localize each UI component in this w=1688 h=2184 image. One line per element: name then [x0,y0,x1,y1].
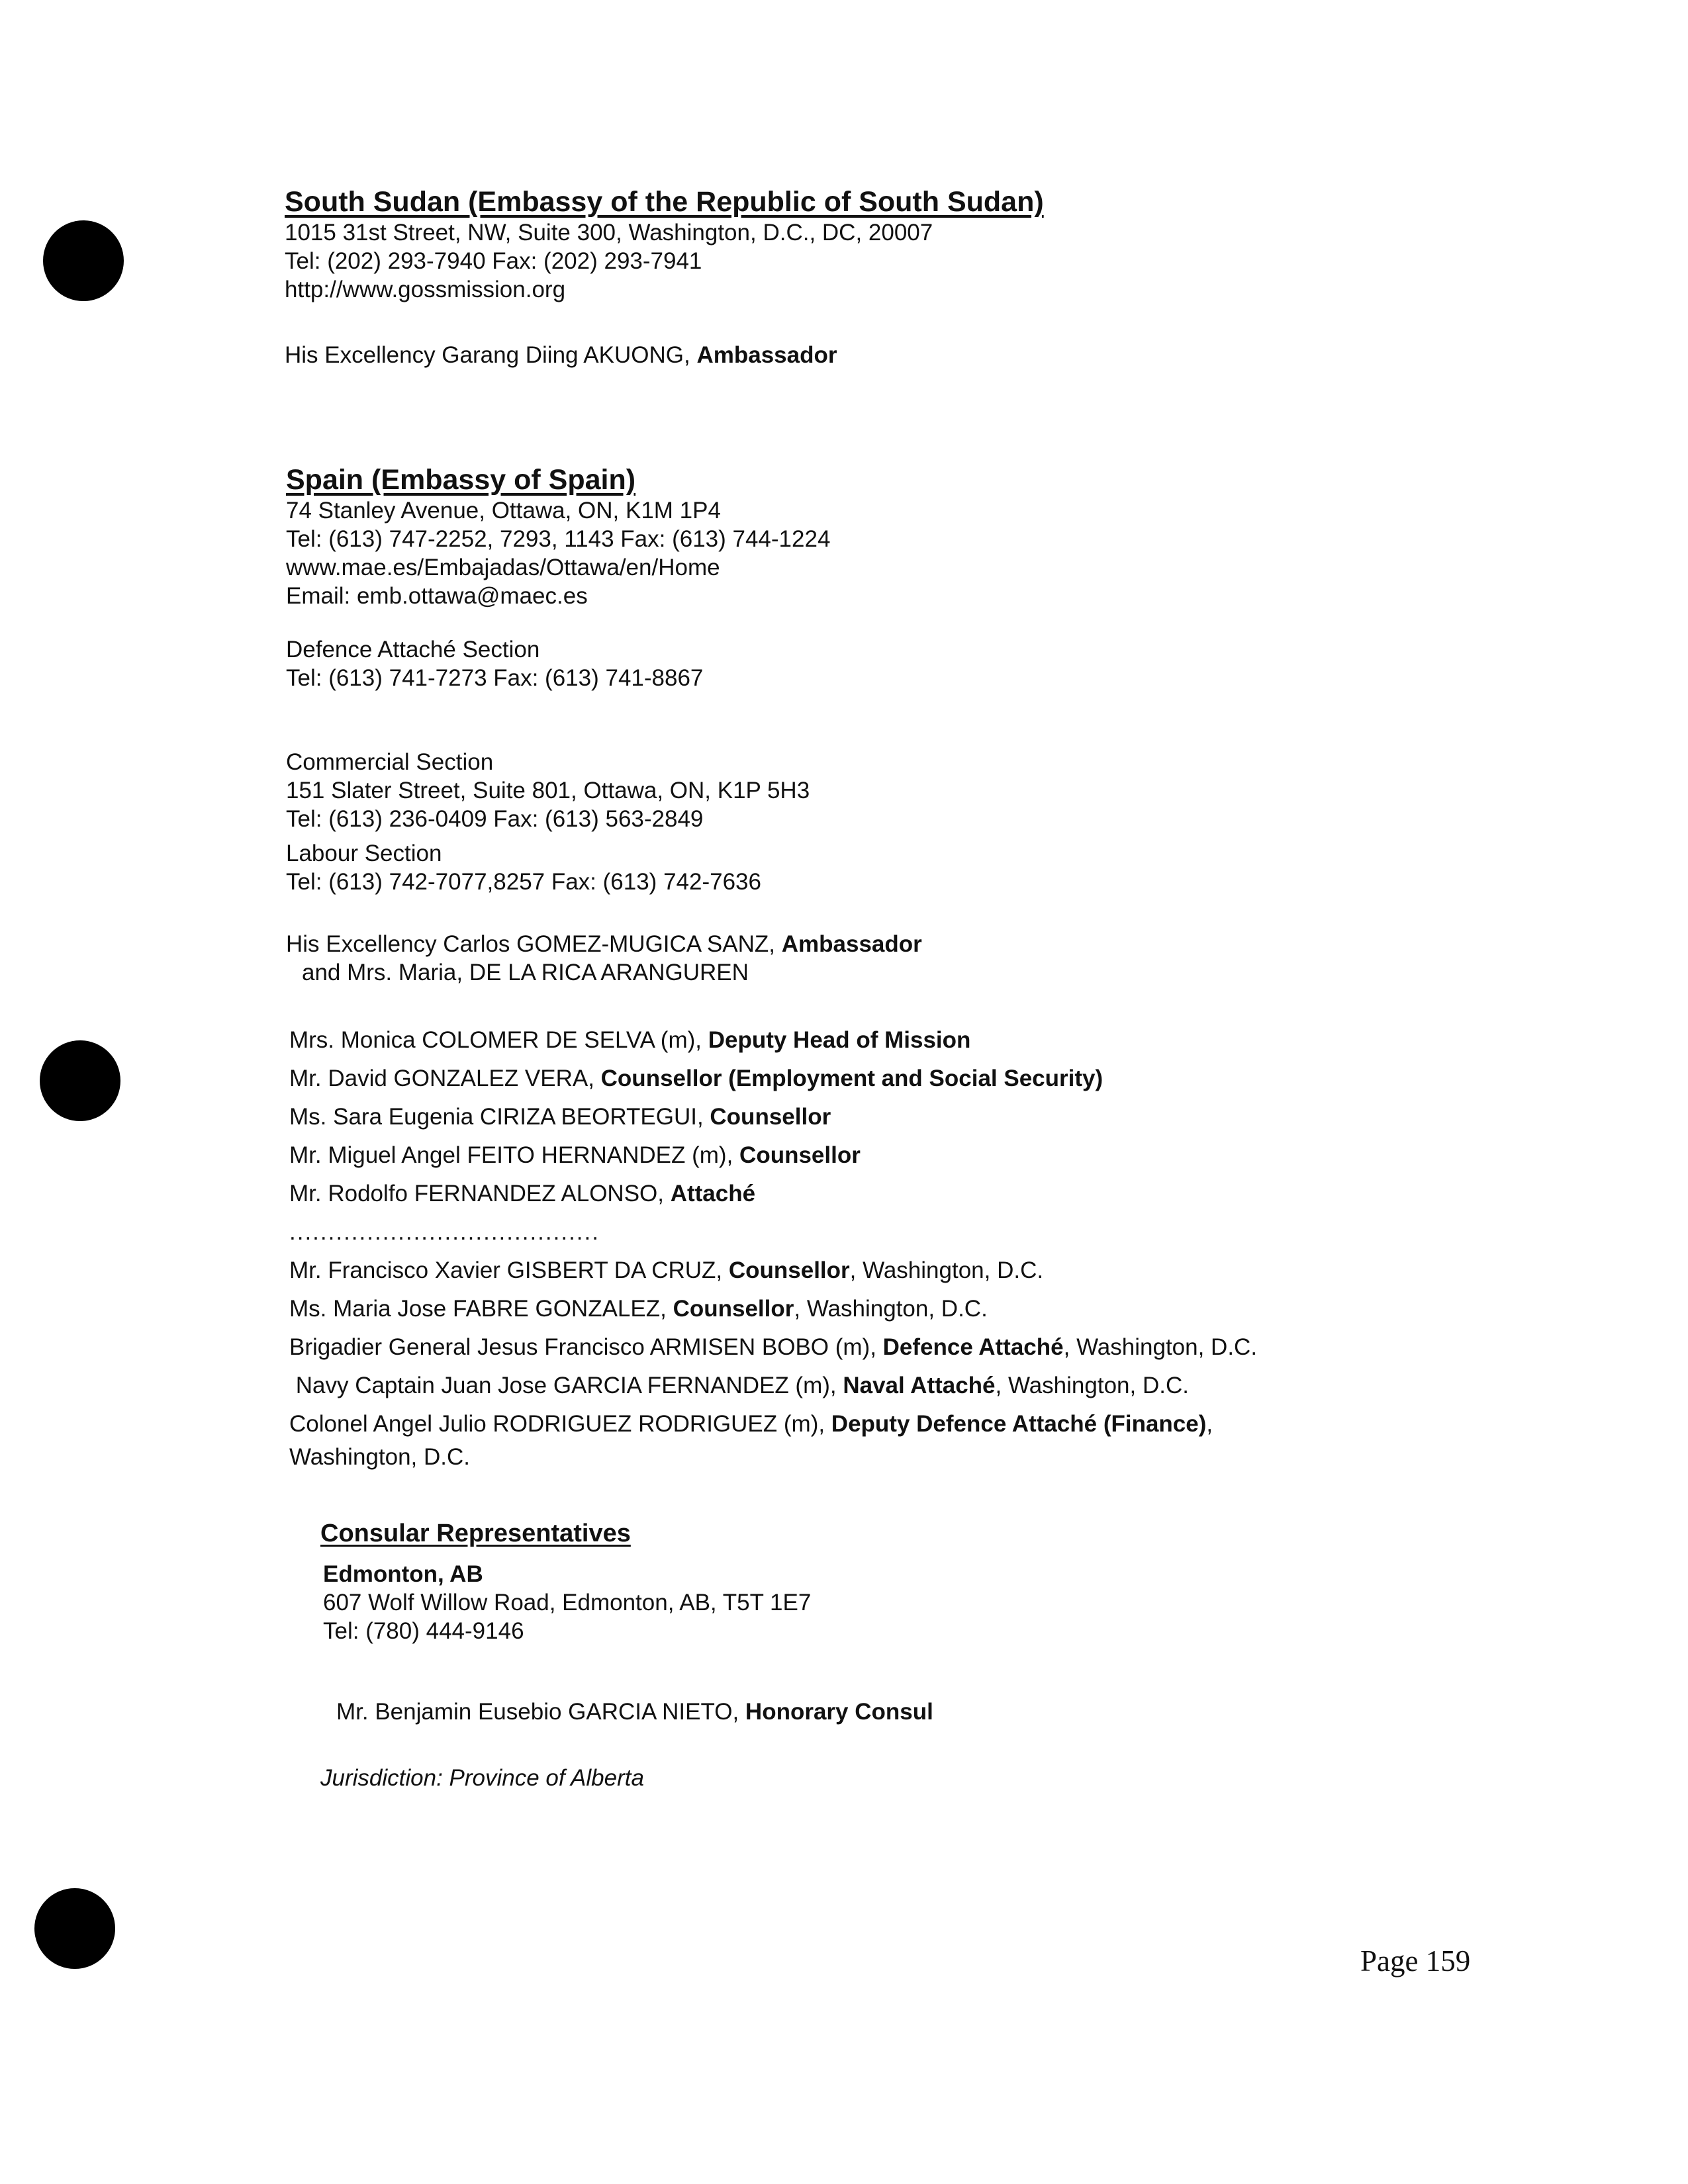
staff-row [289,1290,1257,1328]
defence-section-name: Defence Attaché Section [286,637,540,662]
staff-title: Deputy Defence Attaché (Finance) [831,1411,1207,1437]
spain-title: Spain (Embassy of Spain) [286,464,636,496]
page-number: Page 159 [1360,1944,1471,1978]
staff-location: , Washington, D.C. [1063,1334,1258,1360]
consular-address: 607 Wolf Willow Road, Edmonton, AB, T5T 1E7 [323,1590,812,1615]
commercial-section-tel: Tel: (613) 236-0409 Fax: (613) 563-2849 [286,806,704,832]
spain-tel: Tel: (613) 747-2252, 7293, 1143 Fax: (613) 744-1224 [286,526,831,552]
head-name: His Excellency Carlos GOMEZ-MUGICA SANZ, [286,931,782,957]
labour-section-tel: Tel: (613) 742-7077,8257 Fax: (613) 742-7636 [286,869,761,895]
staff-name: Mr. Francisco Xavier GISBERT DA CRUZ, [289,1257,729,1283]
staff-row [289,1175,1257,1213]
staff-location: , Washington, D.C. [849,1257,1044,1283]
consul-title: Honorary Consul [745,1699,933,1725]
staff-title: Counsellor [739,1142,861,1168]
head-title: Ambassador [781,931,922,957]
staff-name: Colonel Angel Julio RODRIGUEZ RODRIGUEZ (m), [289,1411,831,1437]
south-sudan-tel: Tel: (202) 293-7940 Fax: (202) 293-7941 [285,248,702,274]
staff-row [289,1021,1257,1060]
staff-wrap-line: Washington, D.C. [289,1444,470,1470]
commercial-section [286,748,810,833]
staff-row [289,1098,1257,1136]
staff-name: Brigadier General Jesus Francisco ARMISEN BOBO (m), [289,1334,883,1360]
staff-name: Mr. Rodolfo FERNANDEZ ALONSO, [289,1181,671,1206]
staff-list [289,1021,1257,1443]
defence-section-tel: Tel: (613) 741-7273 Fax: (613) 741-8867 [286,665,704,691]
labour-section [286,839,761,896]
staff-row [289,1367,1257,1405]
consular-tel: Tel: (780) 444-9146 [323,1618,524,1644]
staff-location: , Washington, D.C. [794,1296,988,1322]
consular-heading [320,1520,631,1548]
staff-title: Attaché [670,1181,756,1206]
south-sudan-website: http://www.gossmission.org [285,277,566,302]
spain-website: www.mae.es/Embajadas/Ottawa/en/Home [286,555,720,580]
consular-office [323,1560,811,1645]
staff-row [289,1136,1257,1175]
staff-name: Navy Captain Juan Jose GARCIA FERNANDEZ (m), [289,1373,843,1398]
spain-email: Email: emb.ottawa@maec.es [286,583,588,609]
defence-section [286,635,703,692]
staff-title: Defence Attaché [882,1334,1064,1360]
staff-title: Deputy Head of Mission [708,1027,971,1053]
labour-section-name: Labour Section [286,841,442,866]
staff-row [289,1328,1257,1367]
spain-section [286,463,830,610]
staff-location: , Washington, D.C. [995,1373,1189,1398]
separator-dots: ........................................ [289,1219,600,1245]
consul [336,1698,933,1726]
spain-head [286,930,922,987]
south-sudan-head [285,341,837,369]
jurisdiction: Jurisdiction: Province of Alberta [320,1765,644,1791]
staff-name: Ms. Sara Eugenia CIRIZA BEORTEGUI, [289,1104,710,1130]
staff-title: Counsellor (Employment and Social Security) [600,1066,1103,1091]
staff-name: Mr. Miguel Angel FEITO HERNANDEZ (m), [289,1142,740,1168]
head-title: Ambassador [696,342,837,368]
staff-title: Naval Attaché [843,1373,996,1398]
punch-hole [34,1888,115,1969]
staff-location: , [1206,1411,1213,1437]
punch-hole [43,220,124,301]
staff-row [289,1251,1257,1290]
staff-name: Mr. David GONZALEZ VERA, [289,1066,601,1091]
staff-name: Ms. Maria Jose FABRE GONZALEZ, [289,1296,673,1322]
head-spouse: and Mrs. Maria, DE LA RICA ARANGUREN [302,960,749,985]
consular-city: Edmonton, AB [323,1561,483,1587]
staff-title: Counsellor [728,1257,850,1283]
spain-address: 74 Stanley Avenue, Ottawa, ON, K1M 1P4 [286,498,721,523]
punch-hole [40,1040,120,1121]
staff-title: Counsellor [673,1296,794,1322]
commercial-section-name: Commercial Section [286,749,494,775]
staff-row [289,1060,1257,1098]
consul-name: Mr. Benjamin Eusebio GARCIA NIETO, [336,1699,745,1725]
staff-title: Counsellor [710,1104,831,1130]
staff-row [289,1405,1257,1443]
south-sudan-address: 1015 31st Street, NW, Suite 300, Washington, D.C., DC, 20007 [285,220,933,246]
staff-name: Mrs. Monica COLOMER DE SELVA (m), [289,1027,708,1053]
south-sudan-title: South Sudan (Embassy of the Republic of South Sudan) [285,186,1044,218]
consular-title: Consular Representatives [320,1520,631,1547]
south-sudan-section [285,185,1044,304]
commercial-section-address: 151 Slater Street, Suite 801, Ottawa, ON, K1P 5H3 [286,778,810,803]
head-name: His Excellency Garang Diing AKUONG, [285,342,697,368]
